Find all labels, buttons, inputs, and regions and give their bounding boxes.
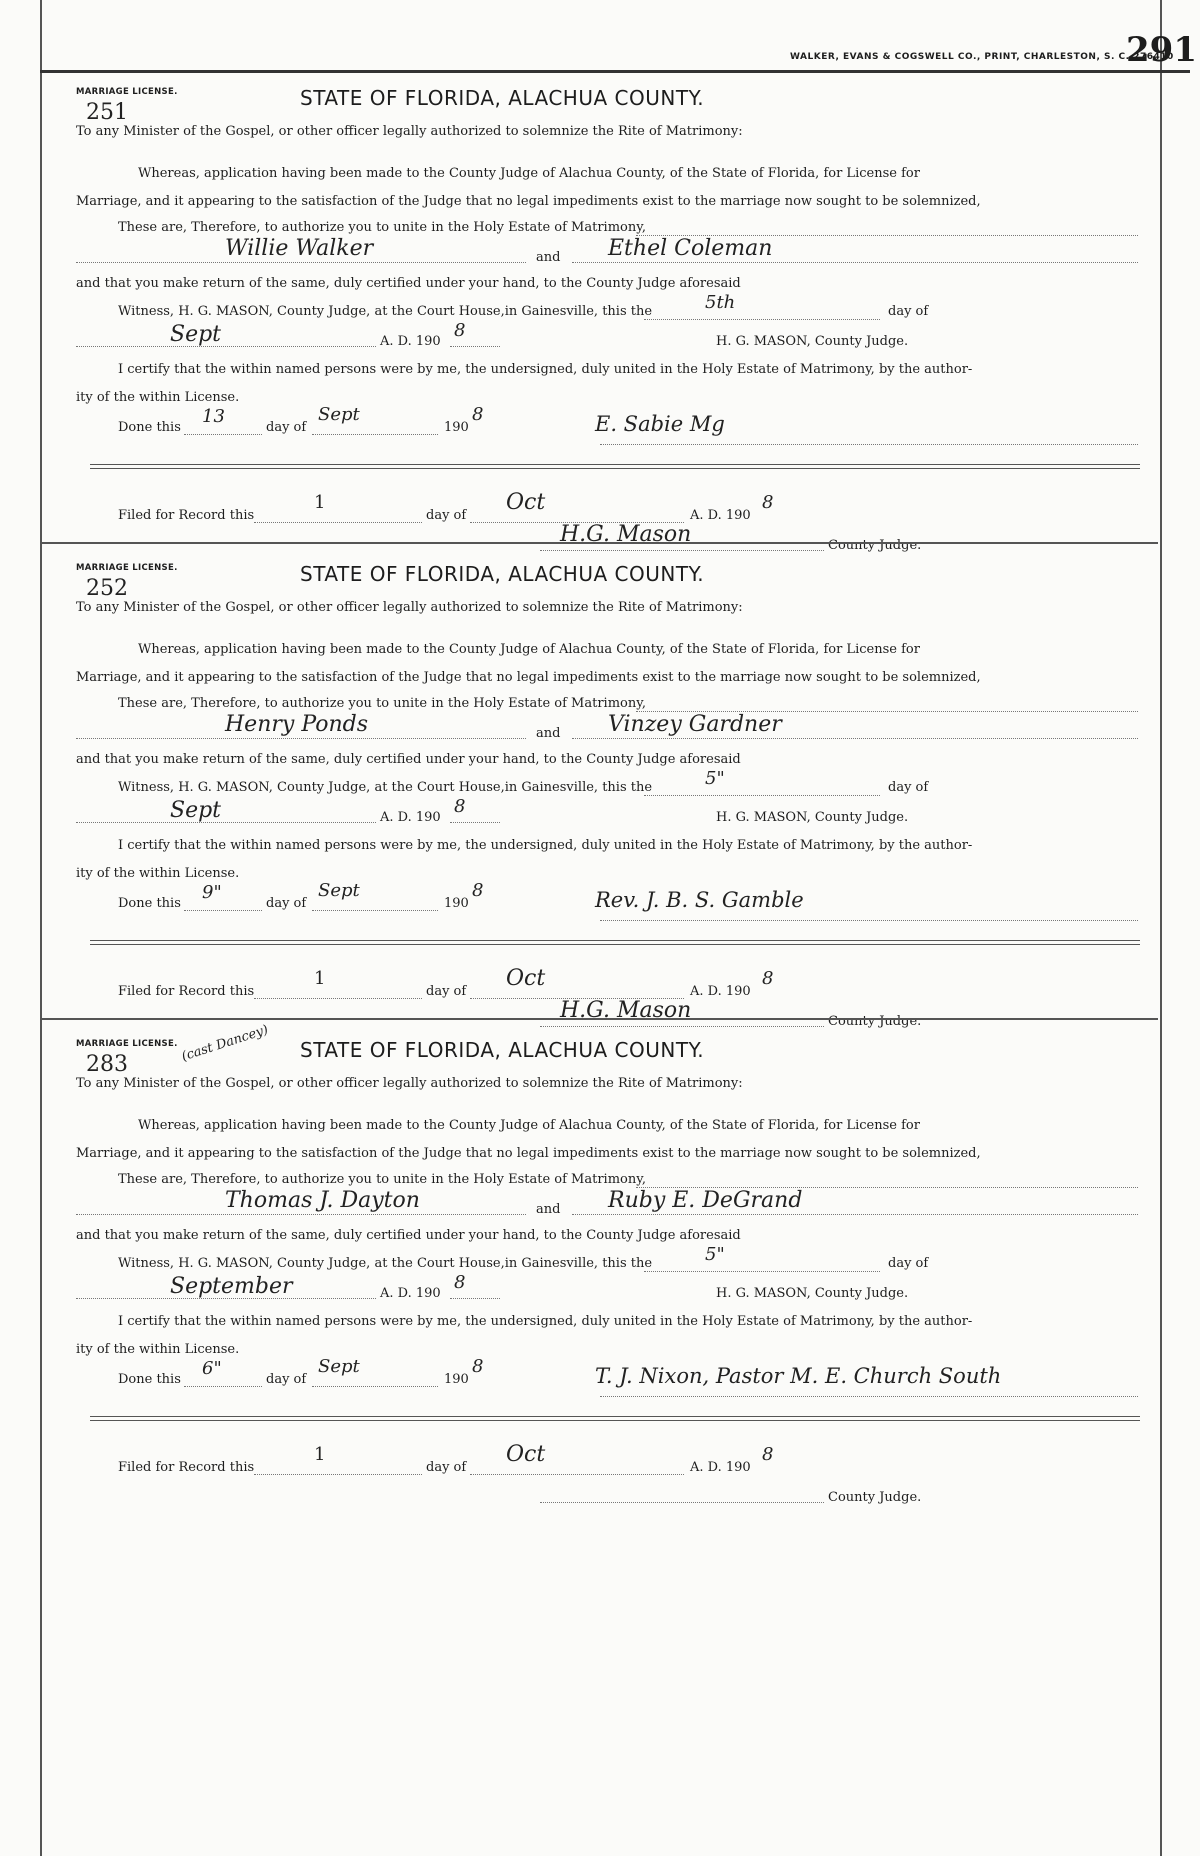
authorize-line: These are, Therefore, to authorize you to unite in the Holy Estate of Matrimony, xyxy=(118,1172,646,1187)
county-judge-label: County Judge. xyxy=(828,538,922,553)
license-label: MARRIAGE LICENSE. xyxy=(76,563,178,573)
filed-month: Oct xyxy=(506,490,546,515)
filed-year: 8 xyxy=(762,492,774,513)
day-of-label: day of xyxy=(888,304,929,319)
witness-line: Witness, H. G. MASON, County Judge, at the Court House,in Gainesville, this the xyxy=(118,304,653,319)
license-label: MARRIAGE LICENSE. xyxy=(76,87,178,97)
whereas-line-1: Whereas, application having been made to the County Judge of Alachua County, of the State of Florida, for License for xyxy=(138,642,920,657)
and-label: and xyxy=(536,726,561,741)
filed-day: 1 xyxy=(314,1444,326,1465)
whereas-line-2: Marriage, and it appearing to the satisfaction of the Judge that no legal impediments exist to the marriage now sought to be solemnized, xyxy=(76,670,981,685)
dotted-line xyxy=(600,1396,1138,1397)
whereas-line-2: Marriage, and it appearing to the satisfaction of the Judge that no legal impediments exist to the marriage now sought to be solemnized, xyxy=(76,194,981,209)
done-this-label: Done this xyxy=(118,1372,181,1387)
dotted-line xyxy=(572,262,1138,263)
whereas-line-2: Marriage, and it appearing to the satisfaction of the Judge that no legal impediments exist to the marriage now sought to be solemnized, xyxy=(76,1146,981,1161)
dotted-line xyxy=(76,1214,526,1215)
double-rule xyxy=(90,940,1140,945)
officiant-signature: T. J. Nixon, Pastor M. E. Church South xyxy=(595,1364,1002,1388)
done-day: 6" xyxy=(202,1358,222,1379)
filed-ad-label: A. D. 190 xyxy=(690,984,751,999)
judge-signature: H.G. Mason xyxy=(560,522,692,547)
done-month: Sept xyxy=(318,1356,360,1377)
dotted-line xyxy=(450,1298,500,1299)
day-of-label-2: day of xyxy=(266,1372,307,1387)
license-number: 251 xyxy=(86,100,128,125)
judge-line: H. G. MASON, County Judge. xyxy=(716,810,909,825)
bride-name: Ruby E. DeGrand xyxy=(608,1188,803,1213)
filed-ad-label: A. D. 190 xyxy=(690,1460,751,1475)
groom-name: Willie Walker xyxy=(225,236,374,261)
year-prefix: 190 xyxy=(444,1372,469,1387)
witness-month: Sept xyxy=(170,322,222,347)
dotted-line xyxy=(450,346,500,347)
authorize-line: These are, Therefore, to authorize you to unite in the Holy Estate of Matrimony, xyxy=(118,220,646,235)
filed-day: 1 xyxy=(314,492,326,513)
dotted-line xyxy=(184,910,262,911)
filed-year: 8 xyxy=(762,968,774,989)
done-month: Sept xyxy=(318,880,360,901)
and-label: and xyxy=(536,1202,561,1217)
officiant-signature: Rev. J. B. S. Gamble xyxy=(595,888,804,912)
ad-label: A. D. 190 xyxy=(380,810,441,825)
filed-day-of-label: day of xyxy=(426,1460,467,1475)
filed-month: Oct xyxy=(506,966,546,991)
witness-month: September xyxy=(170,1274,293,1299)
done-month: Sept xyxy=(318,404,360,425)
double-rule xyxy=(90,464,1140,469)
witness-day: 5" xyxy=(705,768,725,789)
done-year: 8 xyxy=(472,880,484,901)
done-year: 8 xyxy=(472,404,484,425)
done-day: 13 xyxy=(202,406,225,427)
and-label: and xyxy=(536,250,561,265)
witness-line: Witness, H. G. MASON, County Judge, at the Court House,in Gainesville, this the xyxy=(118,1256,653,1271)
dotted-line xyxy=(572,1214,1138,1215)
done-this-label: Done this xyxy=(118,420,181,435)
certify-line-1: I certify that the within named persons were by me, the undersigned, duly united in the Holy Estate of Matrimony, by the author- xyxy=(118,838,973,853)
ad-label: A. D. 190 xyxy=(380,1286,441,1301)
dotted-line xyxy=(644,795,880,796)
done-this-label: Done this xyxy=(118,896,181,911)
groom-name: Henry Ponds xyxy=(225,712,369,737)
certify-line-2: ity of the within License. xyxy=(76,1342,240,1357)
day-of-label: day of xyxy=(888,1256,929,1271)
witness-year: 8 xyxy=(454,320,466,341)
return-line: and that you make return of the same, duly certified under your hand, to the County Judge aforesaid xyxy=(76,1228,741,1243)
certify-line-1: I certify that the within named persons were by me, the undersigned, duly united in the Holy Estate of Matrimony, by the author- xyxy=(118,362,973,377)
certify-line-2: ity of the within License. xyxy=(76,390,240,405)
license-separator xyxy=(40,1018,1158,1020)
witness-day: 5" xyxy=(705,1244,725,1265)
witness-month: Sept xyxy=(170,798,222,823)
dotted-line xyxy=(644,1271,880,1272)
dotted-line xyxy=(572,738,1138,739)
page-number: 291 xyxy=(1126,30,1197,70)
whereas-line-1: Whereas, application having been made to the County Judge of Alachua County, of the State of Florida, for License for xyxy=(138,1118,920,1133)
witness-day: 5th xyxy=(705,292,736,313)
license-title: STATE OF FLORIDA, ALACHUA COUNTY. xyxy=(300,1038,705,1062)
double-rule xyxy=(90,1416,1140,1421)
address-line: To any Minister of the Gospel, or other officer legally authorized to solemnize the Rite of Matrimony: xyxy=(76,600,743,615)
witness-year: 8 xyxy=(454,1272,466,1293)
witness-line: Witness, H. G. MASON, County Judge, at the Court House,in Gainesville, this the xyxy=(118,780,653,795)
dotted-line xyxy=(76,1298,376,1299)
dotted-line xyxy=(254,998,422,999)
dotted-line xyxy=(254,522,422,523)
dotted-line xyxy=(184,1386,262,1387)
license-title: STATE OF FLORIDA, ALACHUA COUNTY. xyxy=(300,562,705,586)
dotted-line xyxy=(312,1386,438,1387)
return-line: and that you make return of the same, duly certified under your hand, to the County Judge aforesaid xyxy=(76,752,741,767)
filed-year: 8 xyxy=(762,1444,774,1465)
dotted-line xyxy=(184,434,262,435)
license-note: (cast Dancey) xyxy=(179,1022,271,1065)
judge-line: H. G. MASON, County Judge. xyxy=(716,1286,909,1301)
dotted-line xyxy=(312,910,438,911)
printer-imprint: WALKER, EVANS & COGSWELL CO., PRINT, CHARLESTON, S. C. 276410 xyxy=(790,52,1174,62)
judge-line: H. G. MASON, County Judge. xyxy=(716,334,909,349)
groom-name: Thomas J. Dayton xyxy=(225,1188,420,1213)
license-title: STATE OF FLORIDA, ALACHUA COUNTY. xyxy=(300,86,705,110)
year-prefix: 190 xyxy=(444,420,469,435)
done-day: 9" xyxy=(202,882,222,903)
license-label: MARRIAGE LICENSE. xyxy=(76,1039,178,1049)
marriage-license xyxy=(40,1024,1158,1589)
dotted-line xyxy=(254,1474,422,1475)
dotted-line xyxy=(600,920,1138,921)
county-judge-label: County Judge. xyxy=(828,1014,922,1029)
day-of-label-2: day of xyxy=(266,896,307,911)
dotted-line xyxy=(450,822,500,823)
year-prefix: 190 xyxy=(444,896,469,911)
authorize-line: These are, Therefore, to authorize you to unite in the Holy Estate of Matrimony, xyxy=(118,696,646,711)
dotted-line xyxy=(540,1502,824,1503)
witness-year: 8 xyxy=(454,796,466,817)
filed-ad-label: A. D. 190 xyxy=(690,508,751,523)
certify-line-2: ity of the within License. xyxy=(76,866,240,881)
dotted-line xyxy=(76,262,526,263)
dotted-line xyxy=(76,346,376,347)
dotted-line xyxy=(312,434,438,435)
judge-signature: H.G. Mason xyxy=(560,998,692,1023)
certify-line-1: I certify that the within named persons were by me, the undersigned, duly united in the Holy Estate of Matrimony, by the author- xyxy=(118,1314,973,1329)
filed-month: Oct xyxy=(506,1442,546,1467)
county-judge-label: County Judge. xyxy=(828,1490,922,1505)
day-of-label: day of xyxy=(888,780,929,795)
dotted-line xyxy=(76,738,526,739)
day-of-label-2: day of xyxy=(266,420,307,435)
whereas-line-1: Whereas, application having been made to the County Judge of Alachua County, of the State of Florida, for License for xyxy=(138,166,920,181)
dotted-line xyxy=(76,822,376,823)
filed-day-of-label: day of xyxy=(426,984,467,999)
bride-name: Ethel Coleman xyxy=(608,236,773,261)
address-line: To any Minister of the Gospel, or other officer legally authorized to solemnize the Rite of Matrimony: xyxy=(76,124,743,139)
done-year: 8 xyxy=(472,1356,484,1377)
license-number: 252 xyxy=(86,576,128,601)
filed-day: 1 xyxy=(314,968,326,989)
address-line: To any Minister of the Gospel, or other officer legally authorized to solemnize the Rite of Matrimony: xyxy=(76,1076,743,1091)
dotted-line xyxy=(470,1474,684,1475)
officiant-signature: E. Sabie Mg xyxy=(595,412,725,436)
filed-day-of-label: day of xyxy=(426,508,467,523)
bride-name: Vinzey Gardner xyxy=(608,712,782,737)
dotted-line xyxy=(600,444,1138,445)
dotted-line xyxy=(644,319,880,320)
license-separator xyxy=(40,542,1158,544)
return-line: and that you make return of the same, duly certified under your hand, to the County Judge aforesaid xyxy=(76,276,741,291)
license-number: 283 xyxy=(86,1052,128,1077)
ad-label: A. D. 190 xyxy=(380,334,441,349)
filed-label: Filed for Record this xyxy=(118,1460,255,1475)
filed-label: Filed for Record this xyxy=(118,508,255,523)
filed-label: Filed for Record this xyxy=(118,984,255,999)
